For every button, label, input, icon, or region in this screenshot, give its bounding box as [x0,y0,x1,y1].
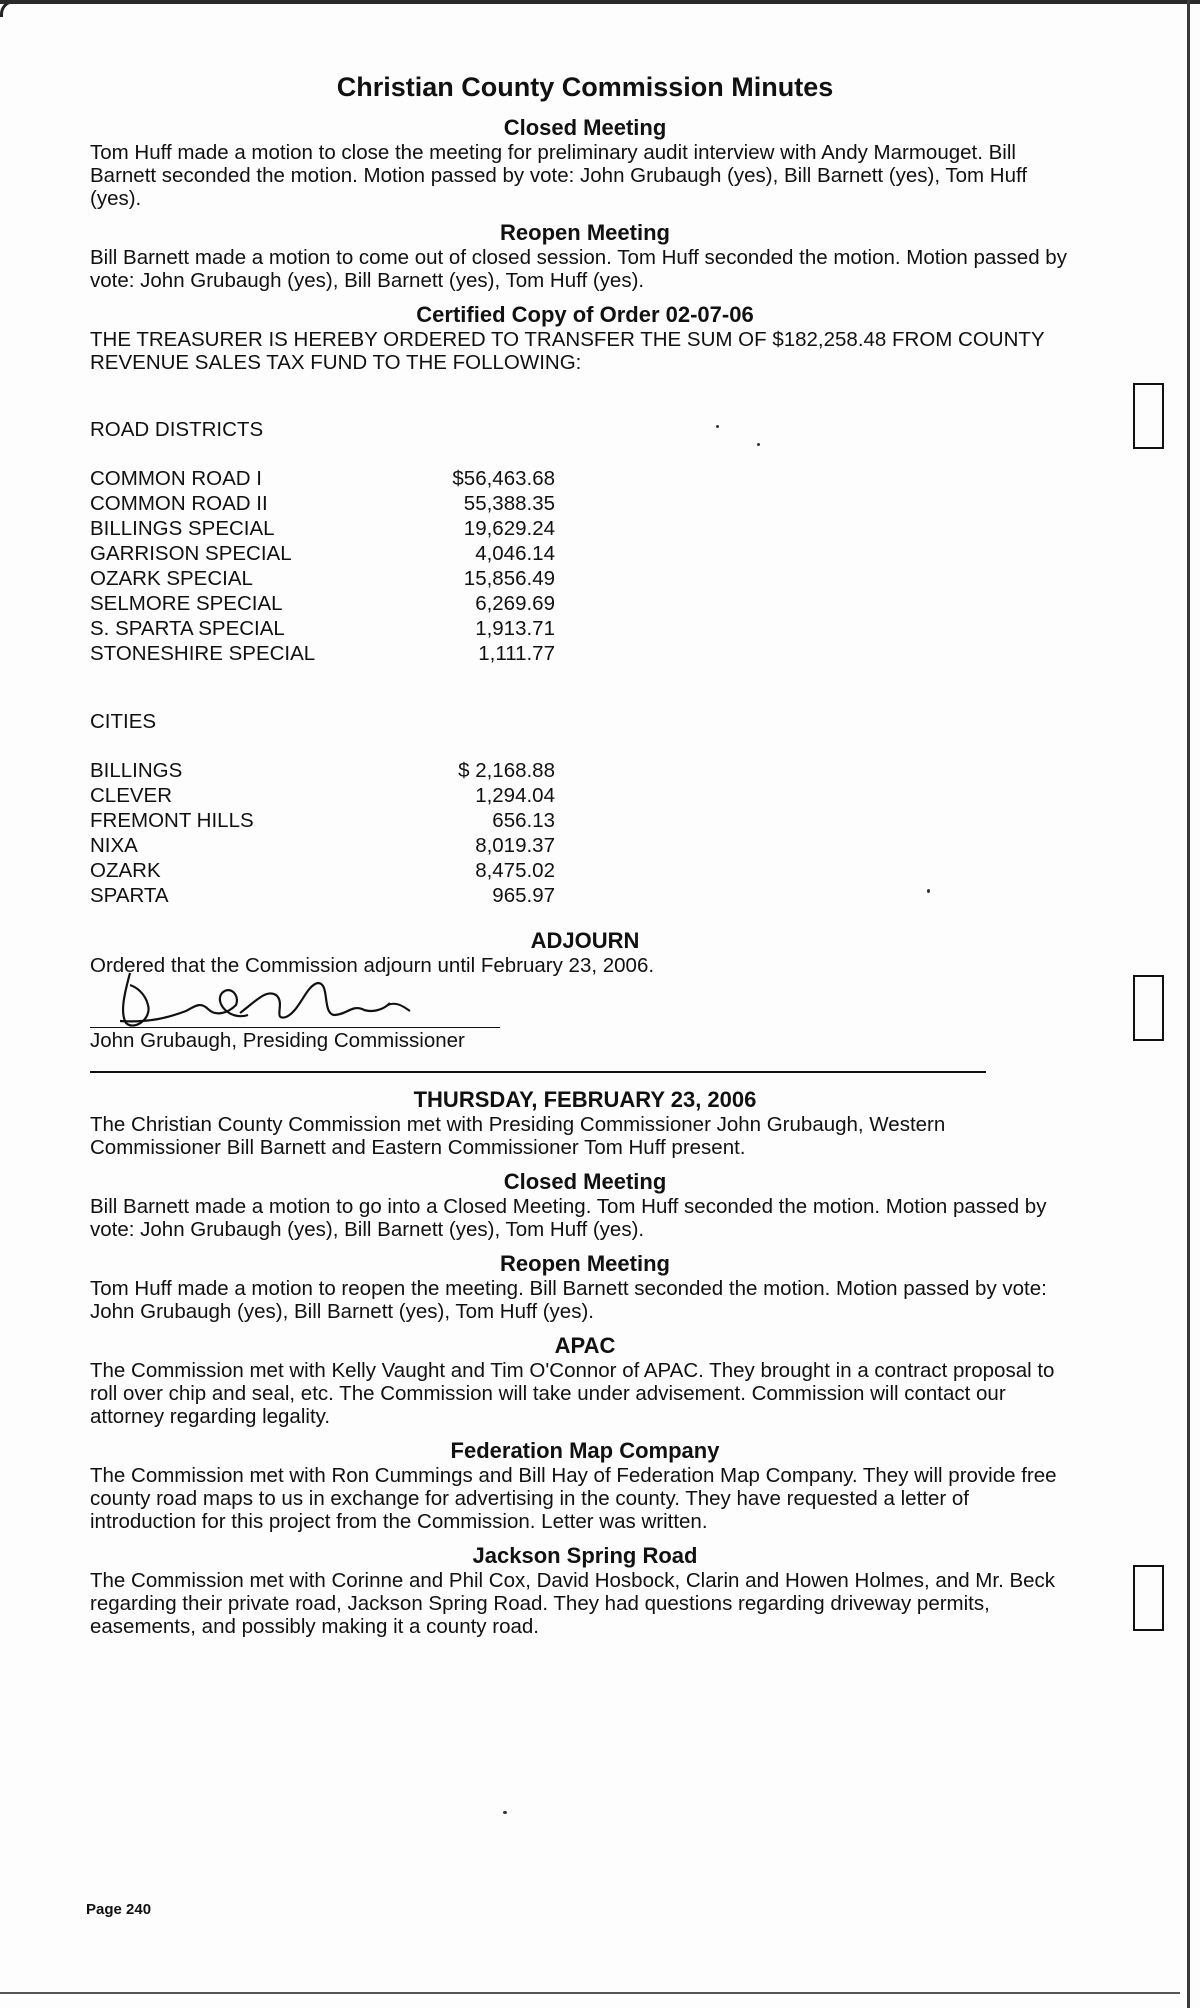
section-text: Bill Barnett made a motion to come out of closed session. Tom Huff seconded the motion. Motion passed by vote: John Grubaugh (yes), Bill Barnett (yes), Tom Huff (yes). [90,246,1067,292]
fund-row [90,491,1080,516]
section-text: The Commission met with Ron Cummings and Bill Hay of Federation Map Company. They will provide free county road maps to us in exchange for advertising in the county. They have requested a letter of introduction for this project from the Commission. Letter was written. [90,1464,1057,1533]
handwritten-signature [90,965,430,1035]
binder-hole-box-middle [1133,975,1164,1041]
certified-order-section [90,302,1080,908]
fund-amount: 6,269.69 [475,592,555,615]
section-text: Bill Barnett made a motion to go into a Closed Meeting. Tom Huff seconded the motion. Motion passed by vote: John Grubaugh (yes), Bill Barnett (yes), Tom Huff (yes). [90,1195,1047,1241]
scan-edge-right [1187,0,1190,2008]
reopen-meeting-section-2 [90,1251,1080,1323]
section-divider [90,1071,986,1073]
fund-name: COMMON ROAD II [90,492,268,515]
fund-row [90,516,1080,541]
fund-amount: 55,388.35 [463,492,555,515]
fund-amount: 656.13 [492,809,555,832]
fund-amount: 1,913.71 [475,617,555,640]
road-districts-label: ROAD DISTRICTS [90,418,264,441]
federation-map-section [90,1438,1080,1533]
adjourn-text: Ordered that the Commission adjourn until February 23, 2006. [90,954,655,977]
section-text: Tom Huff made a motion to reopen the meeting. Bill Barnett seconded the motion. Motion passed by vote: John Grubaugh (yes), Bill Barnett (yes), Tom Huff (yes). [90,1277,1047,1323]
section-heading: Closed Meeting [503,1169,667,1194]
scan-speck [503,1811,507,1814]
fund-name: GARRISON SPECIAL [90,542,292,565]
fund-name: SELMORE SPECIAL [90,592,283,615]
fund-row [90,541,1080,566]
section-heading: Reopen Meeting [500,220,670,245]
page-number: Page 240 [86,1901,152,1918]
fund-amount: 19,629.24 [463,517,555,540]
fund-row [90,641,1080,666]
fund-row [90,566,1080,591]
fund-name: CLEVER [90,784,173,807]
fund-row [90,858,1080,883]
section-heading: ADJOURN [530,928,640,953]
fund-name: OZARK SPECIAL [90,567,253,590]
fund-name: NIXA [90,834,138,857]
section-text: Tom Huff made a motion to close the meeting for preliminary audit interview with Andy Marmouget. Bill Barnett seconded the motion. Motion passed by vote: John Grubaugh (yes), Bill Barnett (yes), Tom Huff (yes). [90,141,1028,210]
apac-section [90,1333,1080,1428]
section-heading: Closed Meeting [503,115,667,140]
fund-amount: 965.97 [492,884,555,907]
order-text: THE TREASURER IS HEREBY ORDERED TO TRANSFER THE SUM OF $182,258.48 FROM COUNTY REVENUE SALES TAX FUND TO THE FOLLOWING: [90,328,1045,374]
binder-hole-box-top [1133,383,1164,449]
signature-line [90,1027,500,1028]
fund-amount: $ 2,168.88 [458,759,555,782]
fund-row [90,833,1080,858]
section-heading: APAC [554,1333,616,1358]
fund-row [90,883,1080,908]
cities-group [90,710,1080,908]
closed-meeting-section-2 [90,1169,1080,1241]
jackson-spring-section [90,1543,1080,1638]
fund-amount: 15,856.49 [463,567,555,590]
fund-row [90,783,1080,808]
scan-edge-bottom [0,1992,1180,1994]
binder-hole-box-bottom [1133,1565,1164,1631]
section-text: The Commission met with Kelly Vaught and Tim O'Connor of APAC. They brought in a contract proposal to roll over chip and seal, etc. The Commission will take under advisement. Commission will contact our attorney regarding legality. [90,1359,1055,1428]
signature-block [90,983,1080,1052]
section-heading: Jackson Spring Road [472,1543,698,1568]
fund-name: BILLINGS [90,759,183,782]
scan-edge-top [0,0,1200,4]
fund-name: BILLINGS SPECIAL [90,517,275,540]
fund-amount: 8,475.02 [475,859,555,882]
meeting-date-heading: THURSDAY, FEBRUARY 23, 2006 [413,1087,757,1112]
fund-row [90,758,1080,783]
road-districts-list [90,466,1080,666]
fund-amount: 1,294.04 [475,784,555,807]
fund-row [90,808,1080,833]
section-text: The Commission met with Corinne and Phil Cox, David Hosbock, Clarin and Howen Holmes, and Mr. Beck regarding their private road, Jackson Spring Road. They had questions regarding driveway permits, easements, and possibly making it a county road. [90,1569,1056,1638]
cities-list [90,758,1080,908]
adjourn-section [90,928,1080,1052]
section-heading: Reopen Meeting [500,1251,670,1276]
fund-name: S. SPARTA SPECIAL [90,617,285,640]
fund-row [90,466,1080,491]
fund-name: OZARK [90,859,161,882]
fund-amount: 1,111.77 [478,642,555,665]
meeting-date-section [90,1087,1080,1159]
section-heading: Certified Copy of Order 02-07-06 [416,302,754,327]
cities-label: CITIES [90,710,157,733]
fund-amount: 4,046.14 [475,542,555,565]
fund-amount: $56,463.68 [452,467,555,490]
minutes-content [90,72,1080,1648]
fund-name: STONESHIRE SPECIAL [90,642,316,665]
attendance-text: The Christian County Commission met with Presiding Commissioner John Grubaugh, Western Commissioner Bill Barnett and Eastern Commissioner Tom Huff present. [90,1113,946,1159]
fund-name: COMMON ROAD I [90,467,262,490]
section-heading: Federation Map Company [450,1438,720,1463]
fund-name: SPARTA [90,884,169,907]
road-districts-group [90,418,1080,666]
fund-name: FREMONT HILLS [90,809,254,832]
document-title: Christian County Commission Minutes [336,72,834,102]
reopen-meeting-section [90,220,1080,292]
fund-row [90,616,1080,641]
fund-amount: 8,019.37 [475,834,555,857]
closed-meeting-section [90,115,1080,210]
signature-caption: John Grubaugh, Presiding Commissioner [90,1029,465,1052]
fund-row [90,591,1080,616]
